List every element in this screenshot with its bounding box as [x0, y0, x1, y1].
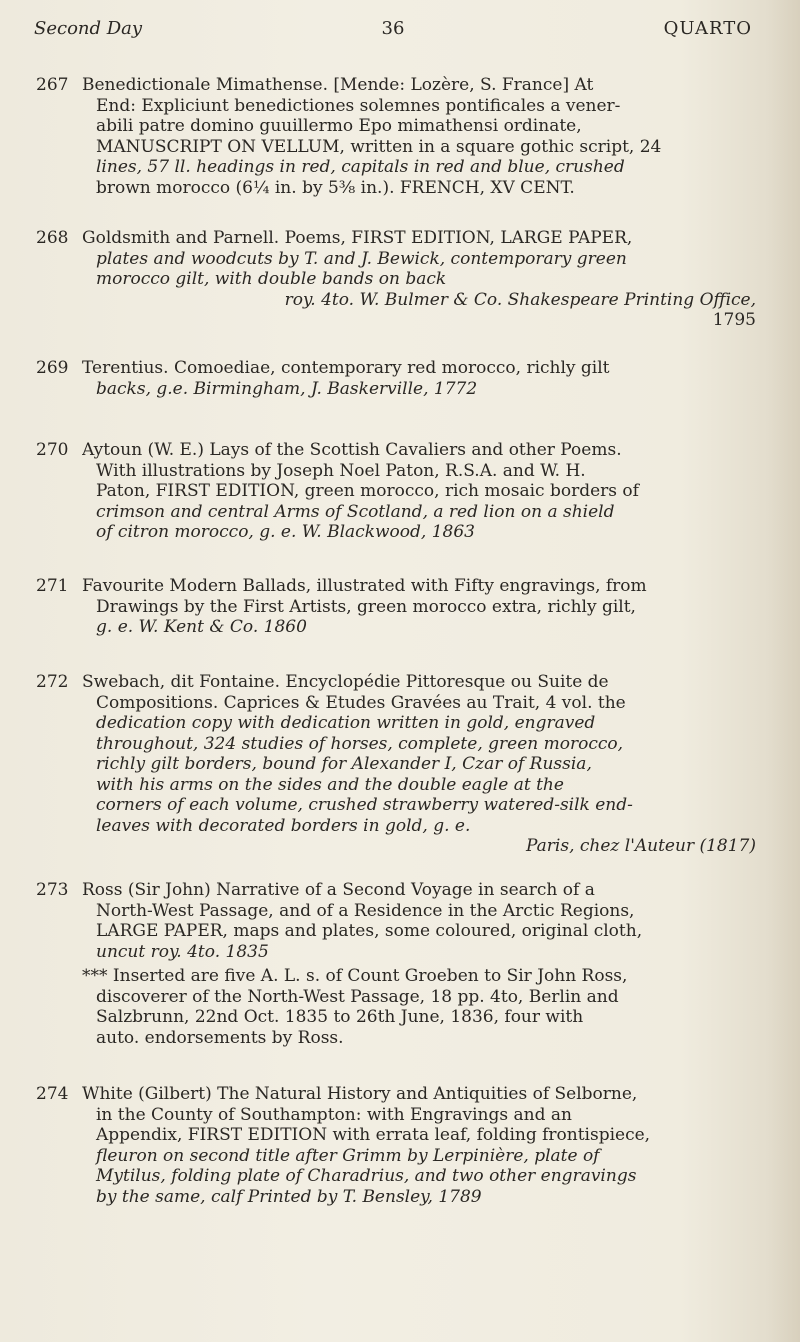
lot-number: 269 — [36, 358, 69, 378]
lot-number: 271 — [36, 576, 69, 596]
description-line: North-West Passage, and of a Residence in the Arctic Regions, — [96, 900, 635, 921]
lot-note-line: *** Inserted are five A. L. s. of Count Groeben to Sir John Ross, — [82, 966, 628, 986]
lot-description — [82, 576, 756, 638]
description-line: Terentius. Comoediae, contemporary red morocco, richly gilt — [82, 358, 610, 378]
lot-number: 270 — [36, 440, 69, 460]
header-sale-day: Second Day — [34, 18, 143, 39]
lot-description — [82, 75, 756, 198]
description-line: With illustrations by Joseph Noel Paton, R.S.A. and W. H. — [96, 460, 586, 481]
lot-267 — [36, 75, 756, 198]
description-line: Mytilus, folding plate of Charadrius, and two other engravings — [96, 1166, 637, 1186]
lot-description — [82, 672, 756, 857]
description-line: Ross (Sir John) Narrative of a Second Voyage in search of a — [82, 880, 595, 900]
lot-number: 272 — [36, 672, 69, 692]
description-line: Compositions. Caprices & Etudes Gravées au Trait, 4 vol. the — [96, 692, 626, 713]
description-line: fleuron on second title after Grimm by Lerpinière, plate of — [96, 1145, 600, 1166]
description-line: of citron morocco, g. e. W. Blackwood, 1863 — [96, 522, 475, 542]
lot-number: 274 — [36, 1084, 69, 1104]
description-line: corners of each volume, crushed strawberry watered-silk end- — [96, 795, 633, 815]
description-line: by the same, calf Printed by T. Bensley, 1789 — [96, 1186, 482, 1207]
header-format: QUARTO — [663, 18, 752, 39]
description-line: Paton, FIRST EDITION, green morocco, rich mosaic borders of — [96, 481, 639, 501]
page-number: 36 — [381, 18, 405, 39]
description-line: Drawings by the First Artists, green morocco extra, richly gilt, — [96, 596, 636, 617]
description-line: White (Gilbert) The Natural History and Antiquities of Selborne, — [82, 1084, 638, 1104]
lot-description — [82, 358, 756, 399]
description-line: richly gilt borders, bound for Alexander I, Czar of Russia, — [96, 754, 592, 774]
description-line: Aytoun (W. E.) Lays of the Scottish Cavaliers and other Poems. — [82, 440, 622, 460]
lot-273 — [36, 880, 756, 1048]
description-line: crimson and central Arms of Scotland, a red lion on a shield — [96, 501, 615, 522]
lot-description — [82, 440, 756, 543]
lot-270 — [36, 440, 756, 543]
description-line: in the County of Southampton: with Engravings and an — [96, 1104, 572, 1125]
description-line: morocco gilt, with double bands on back — [96, 269, 447, 289]
description-line: Favourite Modern Ballads, illustrated with Fifty engravings, from — [82, 576, 647, 596]
description-line: leaves with decorated borders in gold, g. e. — [96, 815, 471, 836]
lot-imprint: Paris, chez l'Auteur (1817) — [525, 836, 756, 856]
description-line: abili patre domino guuillermo Epo mimathensi ordinate, — [96, 116, 582, 136]
lot-note-line: Salzbrunn, 22nd Oct. 1835 to 26th June, 1836, four with — [96, 1007, 584, 1027]
description-line: Benedictionale Mimathense. [Mende: Lozère, S. France] At — [82, 75, 594, 95]
description-line: End: Expliciunt benedictiones solemnes pontificales a vener- — [96, 95, 621, 116]
description-line: Swebach, dit Fontaine. Encyclopédie Pittoresque ou Suite de — [82, 672, 609, 692]
lot-imprint: roy. 4to. W. Bulmer & Co. Shakespeare Printing Office, — [284, 289, 756, 310]
description-line: with his arms on the sides and the double eagle at the — [96, 774, 564, 795]
description-line: uncut roy. 4to. 1835 — [96, 941, 269, 962]
lot-note-line: discoverer of the North-West Passage, 18 pp. 4to, Berlin and — [96, 986, 619, 1007]
lot-note-line: auto. endorsements by Ross. — [96, 1027, 344, 1048]
lot-description — [82, 1084, 756, 1207]
description-line: lines, 57 ll. headings in red, capitals in red and blue, crushed — [96, 157, 625, 177]
description-line: MANUSCRIPT ON VELLUM, written in a square gothic script, 24 — [96, 136, 662, 157]
description-line: Goldsmith and Parnell. Poems, FIRST EDITION, LARGE PAPER, — [82, 228, 633, 248]
lot-description — [82, 880, 756, 1048]
lot-272 — [36, 672, 756, 857]
lot-271 — [36, 576, 756, 638]
page-header — [34, 18, 752, 42]
description-line: throughout, 324 studies of horses, complete, green morocco, — [96, 733, 623, 754]
description-line: g. e. W. Kent & Co. 1860 — [96, 617, 307, 637]
lot-date: 1795 — [712, 310, 756, 330]
description-line: backs, g.e. Birmingham, J. Baskerville, 1772 — [96, 378, 478, 399]
lot-description — [82, 228, 756, 331]
lot-number: 267 — [36, 75, 69, 95]
lot-269 — [36, 358, 756, 399]
description-line: brown morocco (6¼ in. by 5⅜ in.). FRENCH, XV CENT. — [96, 177, 575, 198]
description-line: dedication copy with dedication written in gold, engraved — [96, 713, 596, 733]
description-line: plates and woodcuts by T. and J. Bewick, contemporary green — [96, 248, 627, 269]
description-line: LARGE PAPER, maps and plates, some coloured, original cloth, — [96, 921, 643, 941]
lot-number: 273 — [36, 880, 69, 900]
lot-274 — [36, 1084, 756, 1207]
lot-number: 268 — [36, 228, 69, 248]
description-line: Appendix, FIRST EDITION with errata leaf, folding frontispiece, — [96, 1125, 651, 1145]
lot-268 — [36, 228, 756, 331]
